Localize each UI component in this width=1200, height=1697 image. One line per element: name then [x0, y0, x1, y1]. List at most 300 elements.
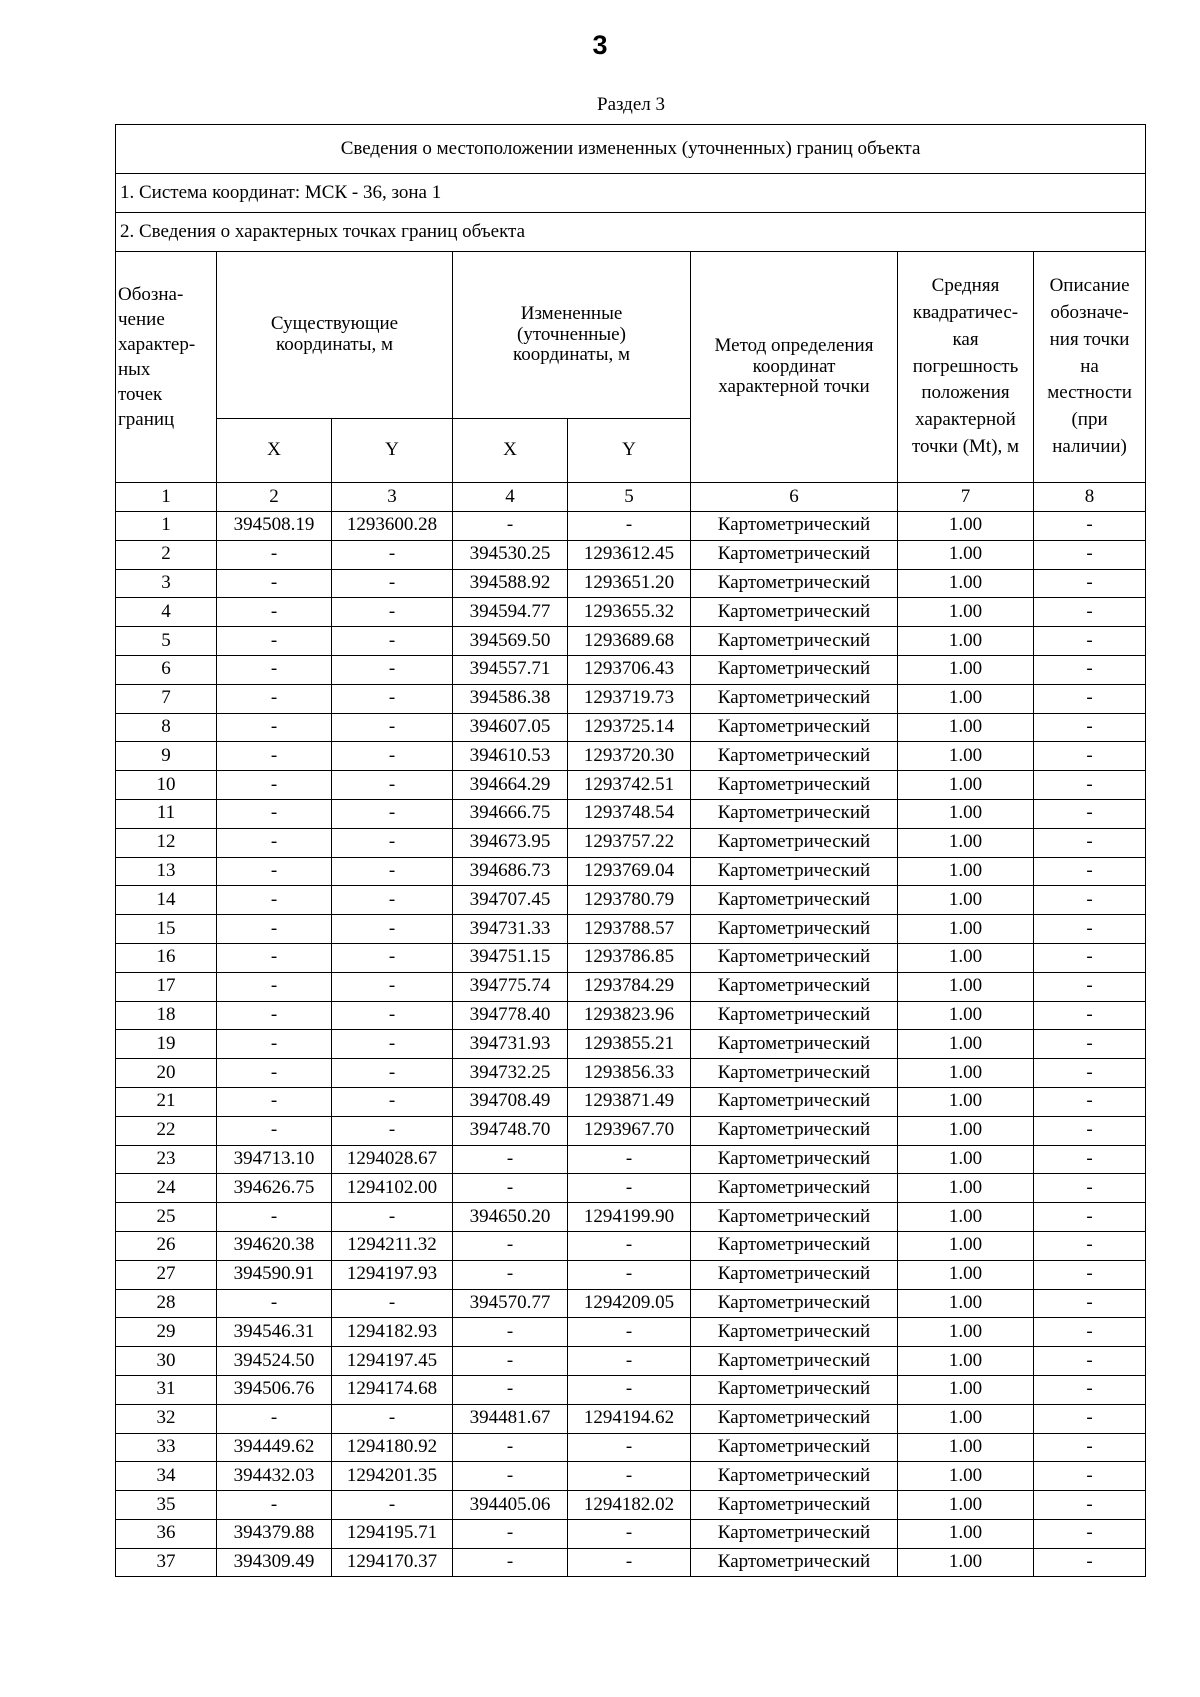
- point-description-cell: -: [1034, 1548, 1146, 1577]
- existing-x-cell: -: [217, 1404, 332, 1433]
- point-description-cell: -: [1034, 627, 1146, 656]
- table-row: [116, 512, 1146, 541]
- existing-x-cell: -: [217, 1059, 332, 1088]
- mean-error-cell: 1.00: [898, 742, 1034, 771]
- changed-x-cell: 394607.05: [453, 713, 568, 742]
- mean-error-cell: 1.00: [898, 1203, 1034, 1232]
- table-row: [116, 1318, 1146, 1347]
- point-number-cell: 14: [116, 886, 217, 915]
- existing-y-cell: -: [332, 655, 453, 684]
- existing-y-cell: -: [332, 1116, 453, 1145]
- method-cell: Картометрический: [691, 1548, 898, 1577]
- changed-x-cell: 394751.15: [453, 943, 568, 972]
- changed-y-cell: -: [568, 1318, 691, 1347]
- point-description-cell: -: [1034, 512, 1146, 541]
- existing-x-cell: 394508.19: [217, 512, 332, 541]
- mean-error-cell: 1.00: [898, 1116, 1034, 1145]
- changed-y-cell: 1293871.49: [568, 1087, 691, 1116]
- point-number-cell: 37: [116, 1548, 217, 1577]
- point-number-cell: 12: [116, 828, 217, 857]
- mean-error-cell: 1.00: [898, 1347, 1034, 1376]
- point-description-cell: -: [1034, 684, 1146, 713]
- existing-y-cell: 1294028.67: [332, 1145, 453, 1174]
- point-description-cell: -: [1034, 972, 1146, 1001]
- point-description-cell: -: [1034, 1462, 1146, 1491]
- table-row: [116, 1548, 1146, 1577]
- table-row: [116, 1491, 1146, 1520]
- table-row: [116, 1347, 1146, 1376]
- method-cell: Картометрический: [691, 598, 898, 627]
- table-row: [116, 713, 1146, 742]
- changed-x-cell: -: [453, 1318, 568, 1347]
- existing-x-cell: -: [217, 713, 332, 742]
- method-cell: Картометрический: [691, 1404, 898, 1433]
- existing-x-cell: -: [217, 1087, 332, 1116]
- mean-error-cell: 1.00: [898, 1548, 1034, 1577]
- existing-x-cell: 394590.91: [217, 1260, 332, 1289]
- header-point-description: Описание обозначе- ния точки на местности (при наличии): [1034, 252, 1146, 483]
- existing-x-cell: 394713.10: [217, 1145, 332, 1174]
- method-cell: Картометрический: [691, 1289, 898, 1318]
- method-cell: Картометрический: [691, 1433, 898, 1462]
- column-number: 3: [332, 483, 453, 512]
- changed-x-cell: 394586.38: [453, 684, 568, 713]
- existing-y-cell: -: [332, 713, 453, 742]
- point-number-cell: 23: [116, 1145, 217, 1174]
- point-description-cell: -: [1034, 1347, 1146, 1376]
- changed-y-cell: -: [568, 1231, 691, 1260]
- existing-x-cell: 394626.75: [217, 1174, 332, 1203]
- point-number-cell: 5: [116, 627, 217, 656]
- existing-y-cell: -: [332, 1203, 453, 1232]
- point-number-cell: 20: [116, 1059, 217, 1088]
- existing-x-cell: -: [217, 886, 332, 915]
- mean-error-cell: 1.00: [898, 1001, 1034, 1030]
- changed-y-cell: 1294199.90: [568, 1203, 691, 1232]
- table-row: [116, 1433, 1146, 1462]
- changed-y-cell: 1293720.30: [568, 742, 691, 771]
- table-row: [116, 1289, 1146, 1318]
- point-number-cell: 11: [116, 799, 217, 828]
- changed-y-cell: -: [568, 1174, 691, 1203]
- existing-x-cell: -: [217, 915, 332, 944]
- changed-x-cell: 394557.71: [453, 655, 568, 684]
- mean-error-cell: 1.00: [898, 972, 1034, 1001]
- existing-x-cell: -: [217, 972, 332, 1001]
- method-cell: Картометрический: [691, 684, 898, 713]
- table-row: [116, 857, 1146, 886]
- existing-x-cell: -: [217, 943, 332, 972]
- existing-y-cell: 1294195.71: [332, 1519, 453, 1548]
- boundary-points-table: [115, 124, 1146, 1577]
- existing-y-cell: -: [332, 771, 453, 800]
- existing-y-cell: 1294197.93: [332, 1260, 453, 1289]
- method-cell: Картометрический: [691, 1491, 898, 1520]
- point-description-cell: -: [1034, 713, 1146, 742]
- point-number-cell: 29: [116, 1318, 217, 1347]
- point-number-cell: 31: [116, 1375, 217, 1404]
- changed-x-cell: 394594.77: [453, 598, 568, 627]
- method-cell: Картометрический: [691, 799, 898, 828]
- method-cell: Картометрический: [691, 627, 898, 656]
- changed-y-cell: 1293856.33: [568, 1059, 691, 1088]
- existing-y-cell: 1294170.37: [332, 1548, 453, 1577]
- method-cell: Картометрический: [691, 512, 898, 541]
- changed-y-cell: 1294194.62: [568, 1404, 691, 1433]
- method-cell: Картометрический: [691, 655, 898, 684]
- point-number-cell: 8: [116, 713, 217, 742]
- changed-y-cell: 1293823.96: [568, 1001, 691, 1030]
- table-row: [116, 1375, 1146, 1404]
- point-description-cell: -: [1034, 598, 1146, 627]
- existing-x-cell: 394432.03: [217, 1462, 332, 1491]
- method-cell: Картометрический: [691, 1001, 898, 1030]
- existing-x-cell: -: [217, 627, 332, 656]
- mean-error-cell: 1.00: [898, 1491, 1034, 1520]
- point-number-cell: 18: [116, 1001, 217, 1030]
- point-description-cell: -: [1034, 1030, 1146, 1059]
- point-description-cell: -: [1034, 1519, 1146, 1548]
- point-number-cell: 34: [116, 1462, 217, 1491]
- changed-x-cell: 394610.53: [453, 742, 568, 771]
- existing-x-cell: -: [217, 655, 332, 684]
- existing-y-cell: -: [332, 540, 453, 569]
- changed-x-cell: 394775.74: [453, 972, 568, 1001]
- point-number-cell: 33: [116, 1433, 217, 1462]
- changed-y-cell: 1293689.68: [568, 627, 691, 656]
- existing-y-cell: -: [332, 1404, 453, 1433]
- existing-y-cell: 1294182.93: [332, 1318, 453, 1347]
- table-row: [116, 627, 1146, 656]
- table-row: [116, 1174, 1146, 1203]
- header-point-designation: Обозна- чение характер- ных точек границ: [116, 252, 217, 483]
- method-cell: Картометрический: [691, 742, 898, 771]
- point-number-cell: 6: [116, 655, 217, 684]
- existing-x-cell: -: [217, 1030, 332, 1059]
- changed-x-cell: 394778.40: [453, 1001, 568, 1030]
- method-cell: Картометрический: [691, 857, 898, 886]
- method-cell: Картометрический: [691, 1116, 898, 1145]
- method-cell: Картометрический: [691, 771, 898, 800]
- mean-error-cell: 1.00: [898, 1087, 1034, 1116]
- existing-x-cell: -: [217, 828, 332, 857]
- changed-x-cell: 394481.67: [453, 1404, 568, 1433]
- changed-y-cell: 1293788.57: [568, 915, 691, 944]
- existing-x-cell: 394449.62: [217, 1433, 332, 1462]
- changed-y-cell: 1293769.04: [568, 857, 691, 886]
- existing-y-cell: -: [332, 972, 453, 1001]
- section-label: Раздел 3: [597, 94, 665, 115]
- method-cell: Картометрический: [691, 943, 898, 972]
- mean-error-cell: 1.00: [898, 1462, 1034, 1491]
- mean-error-cell: 1.00: [898, 1404, 1034, 1433]
- existing-x-cell: 394379.88: [217, 1519, 332, 1548]
- existing-x-cell: 394620.38: [217, 1231, 332, 1260]
- mean-error-cell: 1.00: [898, 1519, 1034, 1548]
- changed-x-cell: 394666.75: [453, 799, 568, 828]
- changed-y-cell: 1293706.43: [568, 655, 691, 684]
- point-description-cell: -: [1034, 1087, 1146, 1116]
- changed-y-cell: -: [568, 1519, 691, 1548]
- changed-y-cell: -: [568, 1260, 691, 1289]
- changed-x-cell: -: [453, 512, 568, 541]
- existing-x-cell: -: [217, 742, 332, 771]
- column-number: 1: [116, 483, 217, 512]
- table-row: [116, 915, 1146, 944]
- existing-x-cell: -: [217, 598, 332, 627]
- changed-x-cell: 394686.73: [453, 857, 568, 886]
- table-row: [116, 1260, 1146, 1289]
- header-changed-coordinates: Измененные (уточненные) координаты, м: [453, 252, 691, 419]
- mean-error-cell: 1.00: [898, 569, 1034, 598]
- existing-x-cell: -: [217, 1001, 332, 1030]
- mean-error-cell: 1.00: [898, 598, 1034, 627]
- mean-error-cell: 1.00: [898, 857, 1034, 886]
- point-number-cell: 26: [116, 1231, 217, 1260]
- point-description-cell: -: [1034, 1404, 1146, 1433]
- method-cell: Картометрический: [691, 1318, 898, 1347]
- method-cell: Картометрический: [691, 972, 898, 1001]
- method-cell: Картометрический: [691, 915, 898, 944]
- changed-y-cell: 1293757.22: [568, 828, 691, 857]
- point-number-cell: 7: [116, 684, 217, 713]
- table-row: [116, 1404, 1146, 1433]
- changed-x-cell: -: [453, 1462, 568, 1491]
- existing-y-cell: -: [332, 799, 453, 828]
- changed-x-cell: -: [453, 1174, 568, 1203]
- changed-x-cell: 394707.45: [453, 886, 568, 915]
- existing-x-cell: 394546.31: [217, 1318, 332, 1347]
- mean-error-cell: 1.00: [898, 1289, 1034, 1318]
- existing-x-cell: -: [217, 857, 332, 886]
- existing-y-cell: -: [332, 828, 453, 857]
- table-row: [116, 972, 1146, 1001]
- point-number-cell: 19: [116, 1030, 217, 1059]
- existing-x-cell: -: [217, 1116, 332, 1145]
- point-number-cell: 30: [116, 1347, 217, 1376]
- changed-x-cell: 394748.70: [453, 1116, 568, 1145]
- method-cell: Картометрический: [691, 569, 898, 598]
- changed-y-cell: -: [568, 1145, 691, 1174]
- existing-y-cell: -: [332, 1001, 453, 1030]
- changed-x-cell: 394673.95: [453, 828, 568, 857]
- existing-x-cell: -: [217, 569, 332, 598]
- point-description-cell: -: [1034, 742, 1146, 771]
- column-number: 4: [453, 483, 568, 512]
- point-description-cell: -: [1034, 1433, 1146, 1462]
- mean-error-cell: 1.00: [898, 627, 1034, 656]
- table-row: [116, 1030, 1146, 1059]
- existing-y-cell: 1294174.68: [332, 1375, 453, 1404]
- table-row: [116, 1116, 1146, 1145]
- existing-y-cell: -: [332, 886, 453, 915]
- existing-y-cell: -: [332, 1491, 453, 1520]
- existing-y-cell: 1293600.28: [332, 512, 453, 541]
- table-row: [116, 1231, 1146, 1260]
- table-row: [116, 1519, 1146, 1548]
- point-description-cell: -: [1034, 569, 1146, 598]
- mean-error-cell: 1.00: [898, 886, 1034, 915]
- existing-y-cell: -: [332, 598, 453, 627]
- table-row: [116, 598, 1146, 627]
- header-mean-square-error: Средняя квадратичес- кая погрешность положения характерной точки (Mt), м: [898, 252, 1034, 483]
- changed-x-cell: 394570.77: [453, 1289, 568, 1318]
- changed-x-cell: -: [453, 1145, 568, 1174]
- point-description-cell: -: [1034, 1231, 1146, 1260]
- table-row: [116, 1001, 1146, 1030]
- changed-x-cell: 394569.50: [453, 627, 568, 656]
- changed-x-cell: -: [453, 1231, 568, 1260]
- point-number-cell: 3: [116, 569, 217, 598]
- table-row: [116, 1462, 1146, 1491]
- point-description-cell: -: [1034, 915, 1146, 944]
- method-cell: Картометрический: [691, 1347, 898, 1376]
- mean-error-cell: 1.00: [898, 1145, 1034, 1174]
- point-description-cell: -: [1034, 1491, 1146, 1520]
- header-existing-y: Y: [332, 419, 453, 483]
- existing-y-cell: 1294197.45: [332, 1347, 453, 1376]
- point-number-cell: 32: [116, 1404, 217, 1433]
- changed-y-cell: -: [568, 1433, 691, 1462]
- method-cell: Картометрический: [691, 1462, 898, 1491]
- point-description-cell: -: [1034, 1203, 1146, 1232]
- existing-x-cell: -: [217, 1491, 332, 1520]
- point-number-cell: 10: [116, 771, 217, 800]
- changed-x-cell: 394650.20: [453, 1203, 568, 1232]
- changed-y-cell: 1293967.70: [568, 1116, 691, 1145]
- changed-y-cell: -: [568, 1375, 691, 1404]
- header-existing-x: X: [217, 419, 332, 483]
- method-cell: Картометрический: [691, 828, 898, 857]
- mean-error-cell: 1.00: [898, 828, 1034, 857]
- mean-error-cell: 1.00: [898, 684, 1034, 713]
- header-method: Метод определения координат характерной точки: [691, 252, 898, 483]
- point-description-cell: -: [1034, 886, 1146, 915]
- point-number-cell: 17: [116, 972, 217, 1001]
- changed-x-cell: 394731.33: [453, 915, 568, 944]
- mean-error-cell: 1.00: [898, 1318, 1034, 1347]
- point-number-cell: 15: [116, 915, 217, 944]
- changed-y-cell: -: [568, 1347, 691, 1376]
- column-number: 6: [691, 483, 898, 512]
- table-row: [116, 1203, 1146, 1232]
- points-caption: 2. Сведения о характерных точках границ объекта: [116, 213, 1146, 252]
- point-number-cell: 4: [116, 598, 217, 627]
- existing-y-cell: -: [332, 569, 453, 598]
- mean-error-cell: 1.00: [898, 915, 1034, 944]
- existing-y-cell: -: [332, 627, 453, 656]
- point-description-cell: -: [1034, 540, 1146, 569]
- page-number: 3: [592, 30, 608, 60]
- table-row: [116, 1145, 1146, 1174]
- mean-error-cell: 1.00: [898, 655, 1034, 684]
- point-description-cell: -: [1034, 1001, 1146, 1030]
- table-row: [116, 886, 1146, 915]
- existing-x-cell: 394309.49: [217, 1548, 332, 1577]
- changed-x-cell: 394664.29: [453, 771, 568, 800]
- existing-y-cell: -: [332, 684, 453, 713]
- method-cell: Картометрический: [691, 1174, 898, 1203]
- changed-y-cell: -: [568, 1462, 691, 1491]
- point-description-cell: -: [1034, 655, 1146, 684]
- header-changed-x: X: [453, 419, 568, 483]
- point-number-cell: 35: [116, 1491, 217, 1520]
- point-description-cell: -: [1034, 1174, 1146, 1203]
- mean-error-cell: 1.00: [898, 713, 1034, 742]
- changed-y-cell: 1293725.14: [568, 713, 691, 742]
- method-cell: Картометрический: [691, 1231, 898, 1260]
- existing-y-cell: -: [332, 1289, 453, 1318]
- point-description-cell: -: [1034, 799, 1146, 828]
- mean-error-cell: 1.00: [898, 799, 1034, 828]
- point-description-cell: -: [1034, 828, 1146, 857]
- existing-y-cell: 1294180.92: [332, 1433, 453, 1462]
- point-number-cell: 28: [116, 1289, 217, 1318]
- mean-error-cell: 1.00: [898, 540, 1034, 569]
- table-row: [116, 1087, 1146, 1116]
- existing-y-cell: 1294102.00: [332, 1174, 453, 1203]
- mean-error-cell: 1.00: [898, 771, 1034, 800]
- existing-x-cell: 394506.76: [217, 1375, 332, 1404]
- changed-y-cell: 1293651.20: [568, 569, 691, 598]
- point-number-cell: 27: [116, 1260, 217, 1289]
- point-number-cell: 13: [116, 857, 217, 886]
- existing-y-cell: -: [332, 1030, 453, 1059]
- changed-x-cell: 394405.06: [453, 1491, 568, 1520]
- changed-y-cell: 1293612.45: [568, 540, 691, 569]
- changed-x-cell: 394588.92: [453, 569, 568, 598]
- point-description-cell: -: [1034, 1116, 1146, 1145]
- changed-y-cell: 1293742.51: [568, 771, 691, 800]
- method-cell: Картометрический: [691, 1375, 898, 1404]
- changed-y-cell: -: [568, 512, 691, 541]
- changed-y-cell: 1293784.29: [568, 972, 691, 1001]
- method-cell: Картометрический: [691, 1030, 898, 1059]
- column-number: 2: [217, 483, 332, 512]
- changed-x-cell: -: [453, 1519, 568, 1548]
- table-row: [116, 943, 1146, 972]
- changed-x-cell: -: [453, 1375, 568, 1404]
- existing-y-cell: -: [332, 857, 453, 886]
- point-number-cell: 22: [116, 1116, 217, 1145]
- changed-y-cell: 1293855.21: [568, 1030, 691, 1059]
- point-description-cell: -: [1034, 1145, 1146, 1174]
- method-cell: Картометрический: [691, 1519, 898, 1548]
- column-numbers-row: [116, 483, 1146, 512]
- changed-x-cell: 394708.49: [453, 1087, 568, 1116]
- method-cell: Картометрический: [691, 1203, 898, 1232]
- existing-y-cell: 1294211.32: [332, 1231, 453, 1260]
- point-number-cell: 25: [116, 1203, 217, 1232]
- existing-x-cell: -: [217, 1289, 332, 1318]
- existing-x-cell: -: [217, 684, 332, 713]
- point-number-cell: 2: [116, 540, 217, 569]
- existing-x-cell: -: [217, 771, 332, 800]
- existing-x-cell: -: [217, 799, 332, 828]
- table-title: Сведения о местоположении измененных (уточненных) границ объекта: [116, 125, 1146, 174]
- changed-y-cell: 1293719.73: [568, 684, 691, 713]
- existing-y-cell: -: [332, 742, 453, 771]
- point-description-cell: -: [1034, 1059, 1146, 1088]
- existing-x-cell: -: [217, 540, 332, 569]
- table-row: [116, 1059, 1146, 1088]
- point-description-cell: -: [1034, 857, 1146, 886]
- mean-error-cell: 1.00: [898, 1231, 1034, 1260]
- method-cell: Картометрический: [691, 1145, 898, 1174]
- point-number-cell: 21: [116, 1087, 217, 1116]
- mean-error-cell: 1.00: [898, 1260, 1034, 1289]
- table-row: [116, 684, 1146, 713]
